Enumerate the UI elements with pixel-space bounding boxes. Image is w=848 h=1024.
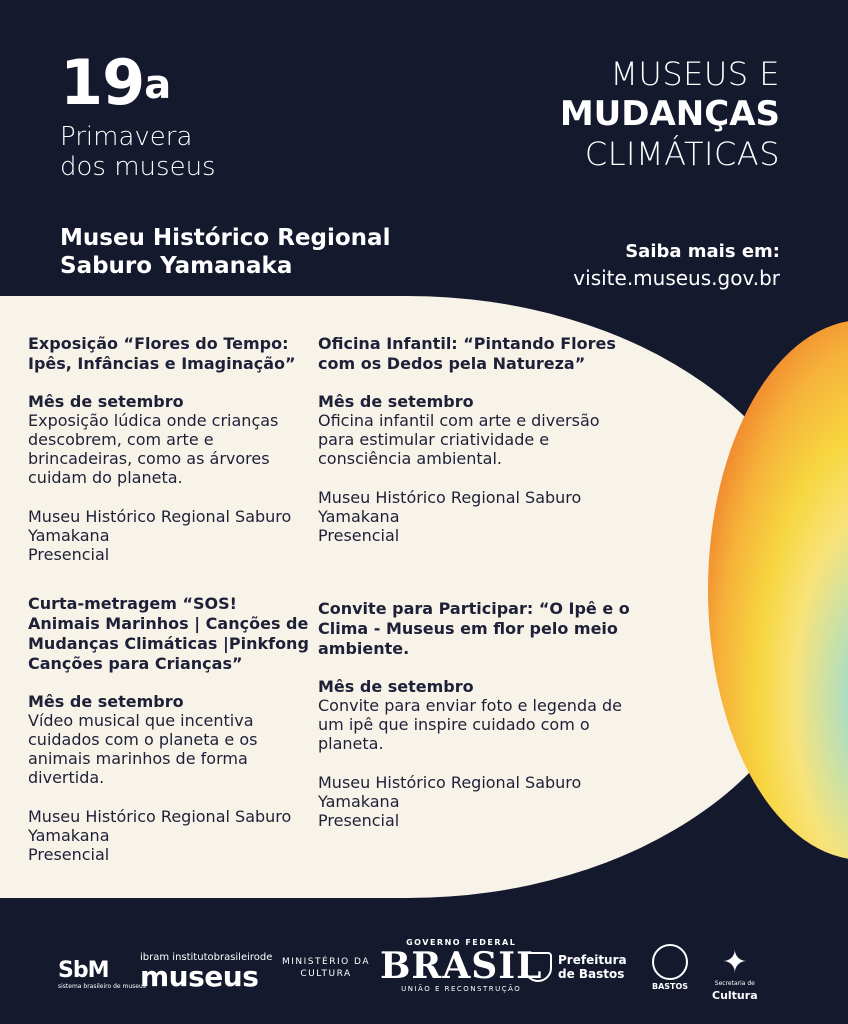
event-title: Convite para Participar: “O Ipê e o Clima - Museus em flor pelo meio ambiente. <box>318 599 630 658</box>
sbm-logo: SbM sistema brasileiro de museus <box>58 958 146 990</box>
more-info-label: Saiba mais em: <box>625 241 780 262</box>
events-column-left <box>28 334 313 894</box>
event-mode: Presencial <box>28 845 110 864</box>
event-card <box>28 594 313 864</box>
header-right <box>560 54 780 292</box>
event-mode: Presencial <box>318 811 400 830</box>
header-left <box>60 46 391 280</box>
campaign-name: Primavera dos museus <box>60 122 216 182</box>
event-mode: Presencial <box>28 545 110 564</box>
event-card <box>318 599 638 830</box>
event-date: Mês de setembro <box>28 692 184 711</box>
event-place: Museu Histórico Regional Saburo Yamakana <box>28 807 292 845</box>
museum-name: Museu Histórico Regional Saburo Yamanaka <box>60 225 391 279</box>
event-date: Mês de setembro <box>28 392 184 411</box>
event-description: Vídeo musical que incentiva cuidados com o planeta e os animais marinhos de forma divertida. <box>28 711 258 787</box>
seal-icon <box>652 944 688 980</box>
event-description: Oficina infantil com arte e diversão para estimular criatividade e consciência ambiental. <box>318 411 600 468</box>
edition-number: 19$^a$ <box>60 46 171 119</box>
event-place: Museu Histórico Regional Saburo Yamakana <box>318 488 582 526</box>
theme-line-2: MUDANÇAS <box>559 94 780 134</box>
prefeitura-logo: Prefeitura de Bastos <box>524 952 627 982</box>
event-date: Mês de setembro <box>318 392 474 411</box>
secretaria-cultura-logo: ✦ Secretaria de Cultura <box>712 945 758 1002</box>
events-column-right <box>318 334 638 860</box>
event-title: Oficina Infantil: “Pintando Flores com os Dedos pela Natureza” <box>318 334 616 373</box>
bastos-seal-logo: BASTOS <box>652 944 688 991</box>
event-description: Convite para enviar foto e legenda de um ipê que inspire cuidado com o planeta. <box>318 696 622 753</box>
more-info-link[interactable]: visite.museus.gov.br <box>573 266 780 290</box>
theme-line-3: CLIMÁTICAS <box>584 135 780 173</box>
brasil-government-logo: GOVERNO FEDERAL BRASIL UNIÃO E RECONSTRUÇÃO <box>380 938 543 993</box>
event-mode: Presencial <box>318 526 400 545</box>
event-card <box>318 334 638 545</box>
event-description: Exposição lúdica onde crianças descobrem, com arte e brincadeiras, como as árvores cuidam do planeta. <box>28 411 279 487</box>
ibram-logo: ibram institutobrasileirode museus <box>140 952 273 993</box>
ministry-logo: MINISTÉRIO DA CULTURA <box>282 957 370 979</box>
event-place: Museu Histórico Regional Saburo Yamakana <box>318 773 582 811</box>
event-place: Museu Histórico Regional Saburo Yamakana <box>28 507 292 545</box>
shield-icon <box>524 952 552 982</box>
event-card <box>28 334 313 564</box>
event-title: Exposição “Flores do Tempo: Ipês, Infâncias e Imaginação” <box>28 334 296 373</box>
star-icon: ✦ <box>722 945 748 980</box>
event-title: Curta-metragem “SOS! Animais Marinhos | Canções de Mudanças Climáticas |Pinkfong Canções para Crianças” <box>28 594 309 673</box>
event-date: Mês de setembro <box>318 677 474 696</box>
theme-line-1: MUSEUS E <box>610 55 780 93</box>
